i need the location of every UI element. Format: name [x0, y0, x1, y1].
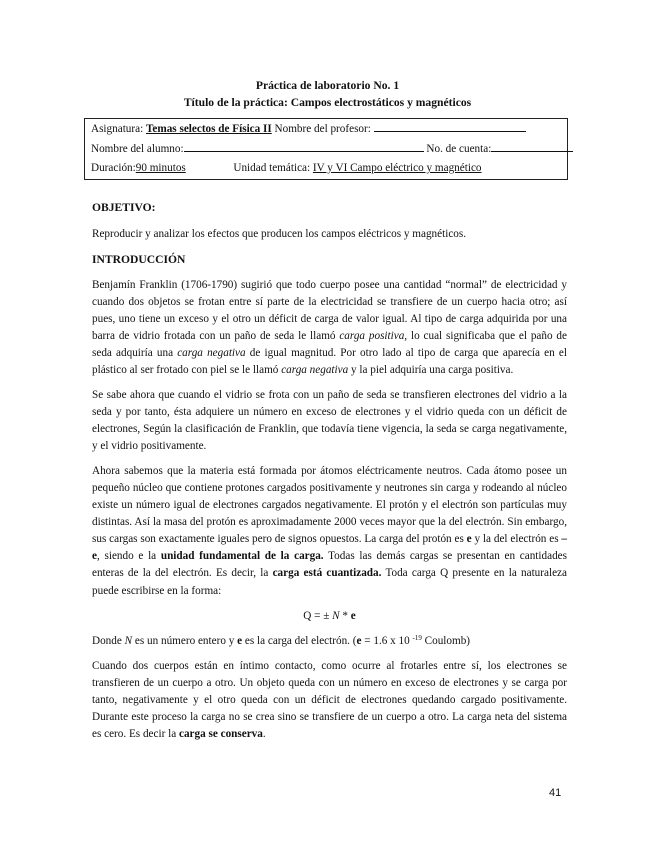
info-row-student	[91, 140, 561, 160]
account-blank	[491, 140, 573, 152]
objective-text: Reproducir y analizar los efectos que producen los campos eléctricos y magnéticos.	[92, 227, 467, 240]
objective-heading: OBJETIVO:	[92, 201, 156, 214]
professor-label: Nombre del profesor:	[274, 123, 371, 135]
duration-value: 90 minutos	[135, 162, 186, 174]
student-label: Nombre del alumno:	[91, 142, 184, 155]
practice-header	[0, 78, 655, 112]
intro-paragraph-4: Donde N es un número entero y e es la carga del electrón. (e = 1.6 x 10 $^{-19}$ Coulomb)	[92, 633, 471, 647]
introduction-heading: INTRODUCCIÓN	[92, 252, 186, 266]
main-content	[92, 199, 567, 751]
info-box	[84, 118, 568, 180]
charge-formula: Q = ± N * e	[303, 609, 356, 622]
account-label: No. de cuenta:	[426, 142, 492, 155]
practice-number: Práctica de laboratorio No. 1	[255, 79, 400, 92]
intro-paragraph-3: Ahora sabemos que la materia está formada por átomos eléctricamente neutros. Cada átomo posee un pequeño núcleo que contiene protones cargados positivamente y neutrones sin carga y rodeando al núcleo existe un número igual de electrones cargados negativamente. El protón y el electrón son partículas muy distintas. Así la masa del protón es aproximadamente 2000 veces mayor que la del electrón. Sin embargo, sus cargas son exactamente iguales pero de signos opuestos. La carga del protón es e y la del electrón es –e, siendo e la unidad fundamental de la carga. Todas las demás cargas se presentan en cantidades enteras de la del electrón. Es decir, la carga está cuantizada. Toda carga Q presente en la naturaleza puede escribirse en la forma:	[92, 465, 568, 597]
duration-label: Duración:	[91, 162, 136, 174]
info-row-duration	[91, 159, 561, 179]
intro-paragraph-1: Benjamín Franklin (1706-1790) sugirió que todo cuerpo posee una cantidad “normal” de electricidad y cuando dos objetos se frotan entre sí parte de la electricidad se transfiere de un cuerpo hacia otro; así pues, uno tiene un exceso y el otro un déficit de carga de valor igual. Al tipo de carga adquirida por una barra de vidrio frotada con un paño de seda le llamó carga positiva, lo cual significaba que el paño de seda adquiría una carga negativa de igual magnitud. Por otro lado al tipo de carga que aparecía en el plástico al ser frotado con piel se le llamó carga negativa y la piel adquiría una carga positiva.	[92, 279, 567, 377]
practice-title: Título de la práctica: Campos electrostáticos y magnéticos	[183, 95, 472, 109]
student-blank	[184, 140, 424, 152]
unit-label: Unidad temática:	[233, 162, 311, 174]
unit-value: IV y VI Campo eléctrico y magnético	[312, 162, 482, 174]
info-row-subject	[91, 120, 561, 140]
subject-value: Temas selectos de Física II	[146, 123, 272, 135]
subject-label: Asignatura:	[91, 123, 144, 135]
professor-blank	[374, 120, 526, 132]
page-number: 41	[549, 787, 562, 799]
intro-paragraph-2: Se sabe ahora que cuando el vidrio se frota con un paño de seda se transfieren electrones del vidrio a la seda y por tanto, ésta adquiere un número en exceso de electrones y el vidrio queda con un déficit de electrones, Según la clasificación de Franklin, que todavía tiene vigencia, la seda se carga negativamente, y el vidrio positivamente.	[92, 389, 567, 453]
intro-paragraph-5: Cuando dos cuerpos están en íntimo contacto, como ocurre al frotarles entre sí, los electrones se transfieren de un cuerpo a otro. Un objeto queda con un número en exceso de electrones y se carga por tanto, negativamente y el otro queda con un déficit de electrones quedando cargado positivamente. Durante este proceso la carga no se crea sino se transfiere de un cuerpo a otro. La carga neta del sistema es cero. Es decir la carga se conserva.	[92, 659, 567, 740]
